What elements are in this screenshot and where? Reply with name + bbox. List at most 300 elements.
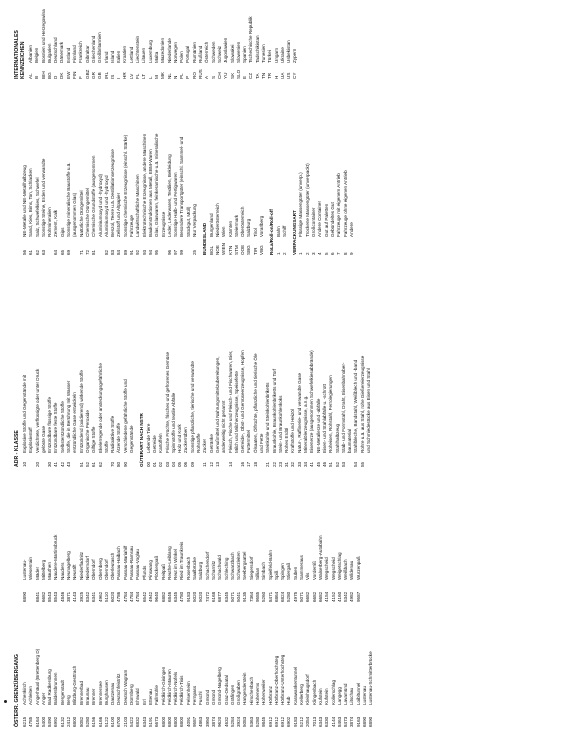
postal-code: 3874	[349, 716, 355, 727]
code: 45	[315, 461, 321, 467]
country-code: CY	[292, 72, 298, 79]
postal-code: 6992	[53, 716, 59, 727]
country-name: Polen	[179, 51, 185, 63]
postal-code: 6345	[223, 591, 229, 602]
postal-code: 6682	[317, 591, 323, 602]
code: 83	[110, 249, 116, 255]
country-name: Litauen	[141, 47, 147, 63]
description: Fahrzeuge mit eigenem Antrieb	[336, 173, 342, 237]
crossing-name: Hohenweiler	[261, 679, 267, 705]
code: 20	[34, 461, 40, 467]
code: BGL	[208, 245, 214, 255]
description: Kartoffeln	[158, 433, 164, 453]
section-heading: VERPACKUNGSART	[292, 210, 298, 255]
crossing-name: Kufstein	[324, 688, 330, 705]
postal-code: 6902	[286, 716, 292, 727]
country-row	[292, 4, 298, 79]
crossing-name: Nauders	[59, 562, 65, 580]
crossing-name: Berg	[66, 695, 72, 705]
postal-code: 6890	[22, 591, 27, 602]
code: VBG	[258, 245, 264, 255]
description: Zucker	[202, 438, 208, 453]
postal-code: 6343	[141, 716, 147, 727]
code: 80	[116, 461, 122, 467]
postal-code: 5280	[84, 716, 90, 727]
country-code: LT	[141, 73, 147, 79]
code: 30	[47, 461, 53, 467]
crossing-name: Burghausen	[103, 680, 109, 705]
crossing-name: Dürrnberg	[129, 684, 135, 705]
description: Ätzende Stoffe	[116, 422, 122, 453]
code: 81	[91, 249, 97, 255]
crossing-name: Reuthe-Leiblang	[166, 546, 172, 580]
country-code: E	[242, 75, 248, 79]
postal-code: 6168	[210, 591, 216, 602]
code: 94	[147, 249, 153, 255]
crossing-name: Ehrwald	[135, 688, 141, 705]
postal-code: 6890	[362, 716, 368, 727]
country-name: Türkei	[267, 50, 273, 63]
code: OOE	[240, 244, 246, 255]
country-code: YU	[223, 72, 229, 79]
crossing-name: Obernberg	[97, 558, 103, 580]
description: Frische Früchte, frisches und gefrorenes Gemüse	[164, 351, 170, 453]
description: Entzündend (oxidierend) wirkende Stoffe	[78, 370, 84, 453]
country-name: Frankreich	[78, 41, 84, 63]
description: Stückgut, Müll)	[185, 206, 191, 237]
country-name: Luxemburg	[147, 40, 153, 63]
description: Verdichtete, verflüssigte oder unter Druck	[34, 368, 40, 453]
crossing-name: Suben	[292, 566, 298, 580]
code: 2	[281, 252, 287, 255]
code: 90	[122, 461, 128, 467]
postal-code: 5363	[248, 716, 254, 727]
postal-code: 8543	[47, 591, 53, 602]
description: Getränke	[208, 434, 214, 453]
postal-code: 6890	[368, 716, 374, 727]
country-code: GBZ	[84, 69, 90, 79]
country-name: Schweden	[210, 41, 216, 63]
country-code: S	[210, 75, 216, 79]
code: 62	[97, 461, 103, 467]
postal-code: 4780	[179, 591, 185, 602]
crossing-name: Mauthen	[47, 562, 53, 580]
crossing-name: Gmünd	[204, 689, 210, 705]
description: Sonstige mineralische Baustoffe u.ä.	[66, 162, 72, 237]
country-name: Tunesien	[260, 44, 266, 63]
code: 61	[28, 249, 34, 255]
country-name: Lettland	[128, 46, 134, 63]
crossing-row	[368, 477, 374, 727]
crossing-name: Hörbranz-Unterhochsteg	[280, 654, 286, 705]
crossing-name: Feldkirch-Gisingen	[160, 666, 166, 705]
description: gelöste Gase	[40, 425, 46, 453]
code: KTN	[227, 245, 233, 255]
code: 14	[227, 461, 233, 467]
postal-code: 9587	[355, 591, 361, 602]
country-code: RO	[191, 72, 197, 79]
country-code: SLO	[235, 69, 241, 79]
code: 7	[336, 252, 342, 255]
crossing-name: Lustenau-Schmitterbrücke	[368, 651, 374, 705]
crossing-name: Naudere-Martinsbruck	[53, 534, 59, 580]
description: Kraftstoffe und Heizöl	[290, 409, 296, 453]
country-name: Slowakei	[229, 44, 235, 63]
code: 53	[340, 461, 346, 467]
code: 46	[321, 461, 327, 467]
postal-code: 8473	[343, 716, 349, 727]
description: Zellstoff und Altpapier	[116, 192, 122, 237]
postal-code: 4160	[336, 591, 342, 602]
description: Sonstige chemische Erzeugnisse (einschl. Stärke)	[122, 134, 128, 237]
postal-code: 4846	[59, 591, 65, 602]
crossing-name: Feldkirch-Tisis	[179, 675, 185, 705]
code: 34	[303, 461, 309, 467]
crossing-name: Neustift	[72, 564, 78, 580]
crossing-name: Neunagelberg	[66, 551, 72, 580]
crossing-name: Passau-Haibach	[116, 546, 122, 580]
adr-row	[129, 262, 135, 467]
code: 52	[84, 461, 90, 467]
postal-code: 5342	[343, 591, 349, 602]
country-code: LV	[128, 73, 134, 79]
country-code: I	[116, 77, 122, 79]
postal-code: 7364	[248, 591, 254, 602]
code: 99	[179, 249, 185, 255]
postal-code: 6824	[280, 591, 286, 602]
description: (ausgenommen Glas)	[72, 192, 78, 237]
country-name: Portugal	[185, 45, 191, 63]
crossing-name: Vils	[305, 572, 311, 580]
crossing-name: Lavamünd	[343, 683, 349, 705]
description: Gips	[59, 227, 65, 237]
postal-code: 5284	[229, 716, 235, 727]
description: Natur-, Raffinerie- und verwandte Gase	[296, 372, 302, 453]
country-code: GB	[97, 72, 103, 79]
description: Glas, Glaswaren, feinkeramische u.ä. mineralische	[154, 133, 160, 237]
crossing-name: Graz-Oedsatal	[223, 675, 229, 705]
postal-code: 4144	[330, 716, 336, 727]
code: 51	[78, 461, 84, 467]
code: 18	[252, 461, 258, 467]
postal-code: 6345	[173, 591, 179, 602]
code	[366, 453, 372, 467]
postal-code: 6700	[116, 716, 122, 727]
crossing-name: Hörbranz	[267, 686, 273, 705]
code	[129, 453, 135, 467]
country-code: A	[204, 75, 210, 79]
postal-code: 6841	[34, 591, 40, 602]
postal-code: 3950	[204, 716, 210, 727]
description: Rohstoffe	[196, 433, 202, 453]
code: NOE	[214, 245, 220, 255]
crossing-name: Klingenbach	[311, 679, 317, 705]
postal-code: 9135	[242, 591, 248, 602]
postal-code: 6100	[110, 716, 116, 727]
crossing-name: Deutsch Wagram	[122, 669, 128, 705]
code: WIEN	[221, 243, 227, 255]
country-code: BIH	[40, 71, 46, 79]
crossing-name: Bergenstadt	[59, 680, 65, 705]
country-code: P	[185, 75, 191, 79]
description: Leder, Lederwaren, Textilien, Bekleidung	[166, 154, 172, 237]
crossing-name: Fernpass	[192, 685, 198, 705]
description: Roheisen, Rohstahl, Ferrolegierungen	[328, 375, 334, 453]
postal-code: 6341	[91, 591, 97, 602]
description: anderweitig nicht genannt	[221, 400, 227, 453]
country-name: Griechenland	[90, 35, 96, 63]
code: 89	[122, 249, 128, 255]
adr-table	[22, 262, 372, 467]
postal-code: 3925	[78, 591, 84, 602]
country-name: Ukraine	[279, 47, 285, 63]
crossing-name: Passau-Ramsau	[129, 546, 135, 580]
code: 43	[66, 461, 72, 467]
crossing-name: Spingen	[280, 563, 286, 580]
postal-code: 6673	[154, 716, 160, 727]
description: Stahlhalbzeug	[334, 423, 340, 453]
code: 01	[151, 461, 157, 467]
crossing-name: Kellerberg	[299, 684, 305, 705]
description: Zuckerrüben	[183, 427, 189, 453]
description: Futtermittel	[246, 430, 252, 453]
description: Giftige Stoffe	[91, 426, 97, 453]
postal-code: 3871	[66, 591, 72, 602]
country-code: N	[172, 75, 178, 79]
postal-code: 3874	[210, 716, 216, 727]
nstr-row	[282, 85, 288, 255]
description: Holz und Kork	[177, 424, 183, 453]
code: SBG	[246, 245, 252, 255]
code: 52	[334, 461, 340, 467]
crossing-name: Hub	[286, 696, 292, 705]
crossing-name: Niederndorf	[84, 555, 90, 580]
crossing-name: Gräfingen	[229, 684, 235, 705]
postal-code: 6132	[59, 716, 65, 727]
description: Besondere Transportgüter (einschl. Sammel- und	[179, 136, 185, 237]
description: Radioaktive Stoffe	[110, 415, 116, 453]
country-code: CZ	[248, 72, 254, 79]
description: NE-Metallerze und -abfälle	[315, 398, 321, 453]
country-code: AL	[28, 73, 33, 79]
description: Zement, Kalk	[53, 209, 59, 237]
crossing-name: Schachwald	[217, 555, 223, 580]
country-name: Rußland	[198, 45, 204, 63]
crossing-name: Blitzburg-Gesttrach	[72, 665, 78, 705]
postal-code: 6800	[179, 716, 185, 727]
code: 9	[348, 252, 354, 255]
country-name: Tadschikistan	[254, 35, 260, 63]
crossing-name: Bad Radkersburg	[47, 669, 53, 705]
crossing-name: Sammeraus	[299, 555, 305, 580]
country-name: Slowenien	[235, 41, 241, 63]
country-name: Bulgarien	[46, 43, 52, 63]
description: Eisenerze (ausgenommen Schwefelkiesabbrände)	[309, 350, 315, 453]
description: Aluminiumoxyd und -hydroxyd	[103, 175, 109, 237]
country-name: Estland	[65, 47, 71, 63]
country-name: Dänemark	[59, 41, 65, 63]
postal-code: 6682	[305, 591, 311, 602]
code: 32	[290, 461, 296, 467]
postal-code: 6156	[91, 716, 97, 727]
code: 4	[317, 252, 323, 255]
crossing-name: Schachendorf	[204, 551, 210, 580]
country-code: US	[286, 72, 292, 79]
crossing-name: Lustenau	[362, 686, 368, 705]
crossing-name: Mäder	[34, 566, 40, 580]
code: 5	[323, 252, 329, 255]
country-code: HR	[122, 72, 128, 79]
country-name: Österreich	[204, 41, 210, 63]
postal-code: 9587	[192, 716, 198, 727]
crossing-name: Karawankentunnel	[292, 666, 298, 705]
code: 6	[329, 252, 335, 255]
crossing-name: Baldersbrunnen	[53, 672, 59, 705]
country-code: CH	[216, 72, 222, 79]
adr-heading: ADR - KLASSE	[14, 430, 20, 467]
country-code: L	[147, 76, 153, 79]
postal-code: 5110	[103, 592, 109, 602]
description: Fleisch, Fische und Fleisch- und Fischwaren, Eier,	[227, 350, 233, 453]
country-code: TA	[254, 73, 260, 79]
code: 84	[116, 249, 122, 255]
description: Schiff	[281, 225, 287, 237]
country-name: Mazedonien	[160, 37, 166, 63]
code: 1	[298, 252, 304, 255]
description: Kärnten	[227, 220, 233, 237]
postal-code: 5071	[229, 591, 235, 602]
crossing-name: Scharnitz	[210, 560, 216, 580]
postal-code: 6800	[166, 716, 172, 727]
country-name: Zypern	[292, 48, 298, 63]
description: Steinkohle und Steinkohlenbriketts	[265, 382, 271, 453]
description: Nur Verpackung	[192, 204, 198, 237]
country-code: RUS	[198, 69, 204, 79]
description: Salz, Schwefelkies, Schwefel	[34, 177, 40, 237]
crossing-name: Wildenau	[349, 560, 355, 580]
postal-code: 9845	[261, 716, 267, 727]
crossing-name: Hörbranz-Oberhochsteg	[273, 655, 279, 705]
description: Bahn	[275, 226, 281, 237]
country-code: EW	[65, 71, 71, 79]
crossing-name: Stiergaß	[286, 562, 292, 580]
postal-code: 6832	[135, 716, 141, 727]
description: Mineralölerzeugnisse, a.n.g.	[303, 395, 309, 453]
code: 21	[265, 461, 271, 467]
postal-code: 5212	[299, 716, 305, 727]
postal-code: 4785	[28, 716, 34, 727]
postal-code: 9183	[185, 591, 191, 602]
country-code: UA	[279, 72, 285, 79]
description: Benzol, Teere u.ä. Destillationserzeugnisse	[110, 149, 116, 237]
postal-code: 6166	[97, 716, 103, 727]
code: 61	[91, 461, 97, 467]
crossing-name: Brenner	[91, 688, 97, 705]
description: Flüssige Massengüter (unverp.)	[298, 172, 304, 237]
country-code: GR	[90, 72, 96, 79]
crossing-name: Schleching	[223, 557, 229, 580]
crossing-name: Rosenbach	[185, 556, 191, 580]
country-name: Kroatien	[122, 45, 128, 63]
country-code: DK	[59, 72, 65, 79]
description: Andere	[348, 222, 354, 237]
description: Salzburg	[246, 218, 252, 237]
postal-code: 4942	[147, 591, 153, 602]
crossing-name: Fuschl	[198, 691, 204, 705]
postal-code	[368, 580, 374, 602]
description: Getreide	[151, 435, 157, 453]
crossing-name: Kleinhaugsdorf	[305, 674, 311, 705]
description: Sonstige pflanzliche, tierische und verwandte	[189, 361, 195, 453]
code: 12	[208, 461, 214, 467]
country-code: D	[53, 75, 59, 79]
crossing-name: Simbach	[261, 562, 267, 580]
crossing-name: Litschau	[349, 687, 355, 705]
country-name: Niederlande	[166, 38, 172, 63]
country-name: Irland	[103, 51, 109, 63]
crossing-name: Pfunds	[141, 565, 147, 580]
nstr-table-2	[22, 85, 355, 255]
postal-code: 9163	[355, 716, 361, 727]
country-code: TN	[260, 72, 266, 79]
postal-code: 6877	[217, 591, 223, 602]
description: Lebende Tiere	[145, 423, 151, 453]
description: Milch und Milcherzeugnisse, Speisefette	[233, 371, 239, 453]
country-code: IRL	[103, 71, 109, 79]
code: 96	[166, 249, 172, 255]
postal-code: 4962	[97, 591, 103, 602]
postal-code: 8463	[336, 716, 342, 727]
postal-code: 4143	[72, 591, 78, 602]
crossing-name: Deutschfeistritz	[116, 673, 122, 705]
code: 05	[177, 461, 183, 467]
description: entzündliche Gase entwickeln	[72, 392, 78, 453]
description: Steiermark	[233, 214, 239, 237]
crossing-name: Brennerbad	[78, 680, 84, 705]
description: Entzündbare flüssige Stoffe	[47, 396, 53, 453]
code: 04	[170, 461, 176, 467]
crossing-name: Oberndorf	[103, 559, 109, 580]
crossing-name: Hangenderstein	[242, 672, 248, 705]
postal-code: 2103	[122, 716, 128, 727]
country-code: SK	[229, 72, 235, 79]
code: 93	[141, 249, 147, 255]
description: Chemische Grundstoffe (ausgenommen	[91, 155, 97, 237]
description: Niederösterreich	[214, 203, 220, 237]
description: Entzündbare feste Stoffe	[53, 402, 59, 453]
description: Spinnstoffe und textile Abfälle	[170, 392, 176, 453]
country-code: MK	[160, 72, 166, 79]
crossing-name: Achleiten	[28, 686, 34, 705]
country-name: Island	[109, 50, 115, 63]
code: 82	[103, 249, 109, 255]
description: Rohes Erdöl	[284, 427, 290, 453]
description: Rohmineralien	[47, 207, 53, 237]
code: 91	[129, 249, 135, 255]
description: Genußmittel und Nahrungsmittelzubereitungen,	[214, 356, 220, 453]
postal-code: 4784	[122, 591, 128, 602]
code: 69	[66, 249, 72, 255]
postal-code: 4975	[292, 591, 298, 602]
crossing-name: Felsenheim	[185, 681, 191, 705]
postal-code: 6330	[324, 716, 330, 727]
postal-code: 4784	[135, 591, 141, 602]
country-code: B	[34, 75, 40, 79]
description: Andere Container	[317, 200, 323, 237]
postal-code: 9620	[217, 716, 223, 727]
crossing-name: Achenkirch	[22, 682, 27, 705]
crossing-name: Wegscheid	[330, 557, 336, 580]
